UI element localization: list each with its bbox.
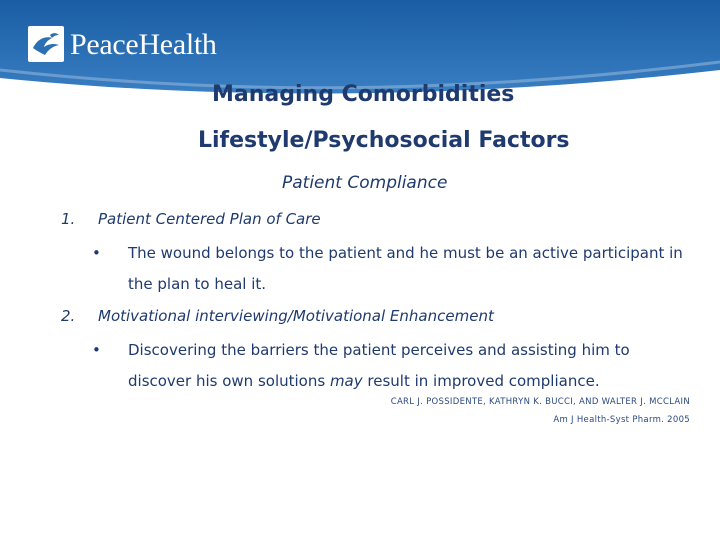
slide-subtitle: Patient Compliance: [282, 173, 448, 193]
slide-title-line1: Managing Comorbidities: [212, 82, 515, 107]
slide-title-line2: Lifestyle/Psychosocial Factors: [198, 128, 570, 153]
list-item-1-number: 1.: [61, 210, 76, 228]
list-item-2-text-before: Discovering the barriers the patient perceives and assisting him to discover his own solutions: [128, 341, 630, 390]
logo-mark: [28, 26, 64, 62]
list-item-2-heading: [61, 307, 494, 325]
list-item-2-number: 2.: [61, 307, 76, 325]
list-item-2-title: Motivational interviewing/Motivational Enhancement: [98, 307, 494, 325]
bullet-icon: •: [92, 341, 101, 359]
list-item-1-text: The wound belongs to the patient and he must be an active participant in the plan to heal it.: [128, 244, 683, 293]
list-item-2-text: [128, 335, 688, 397]
bullet-icon: •: [92, 244, 101, 262]
dove-icon: [28, 26, 64, 62]
list-item-2-emphasis: may: [329, 372, 363, 390]
citation-authors: CARL J. POSSIDENTE, KATHRYN K. BUCCI, AND WALTER J. MCCLAIN: [390, 397, 690, 407]
citation-source: Am J Health-Syst Pharm. 2005: [553, 415, 690, 425]
list-item-1-heading: [61, 210, 321, 228]
list-item-2-text-after: result in improved compliance.: [362, 372, 600, 390]
list-item-1-title: Patient Centered Plan of Care: [98, 210, 321, 228]
brand-logo-text: PeaceHealth: [70, 28, 217, 61]
